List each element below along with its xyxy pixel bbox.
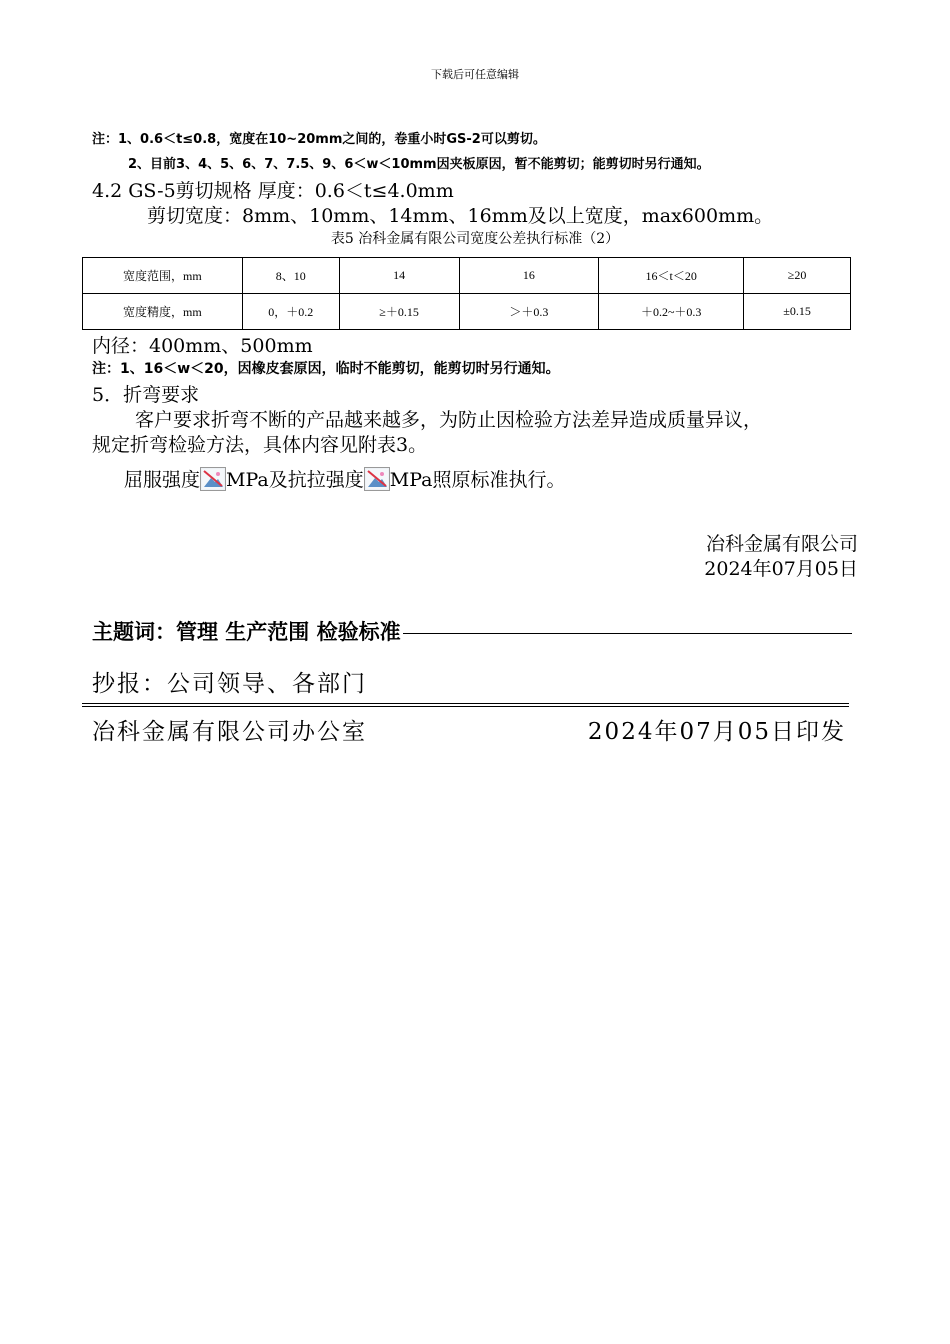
- table-cell: ≥20: [744, 258, 851, 294]
- broken-image-icon: [200, 467, 226, 491]
- table-cell: ≥＋0.15: [339, 294, 459, 330]
- cc-line: 抄报：公司领导、各部门: [92, 671, 367, 697]
- strength-text-c: MPa照原标准执行。: [389, 469, 566, 491]
- table-row: [83, 258, 851, 294]
- signature-company: 冶科金属有限公司: [705, 533, 858, 555]
- bend-paragraph-line2: 规定折弯检验方法，具体内容见附表3。: [92, 434, 428, 456]
- table-cell: 8、10: [242, 258, 339, 294]
- note-2: 2、目前3、4、5、6、7、7.5、9、6＜w＜10mm因夹板原因，暂不能剪切；能剪切时另行通知。: [128, 157, 710, 172]
- table-cell: 宽度范围，mm: [83, 258, 243, 294]
- table-cell: 0，＋0.2: [242, 294, 339, 330]
- section-5-title: 5．折弯要求: [92, 384, 200, 406]
- footer-issued-date: 2024年07月05日印发: [587, 719, 846, 745]
- table-cell: 宽度精度，mm: [83, 294, 243, 330]
- divider: [82, 703, 849, 704]
- table-cell: 14: [339, 258, 459, 294]
- table-cell: ±0.15: [744, 294, 851, 330]
- inner-diameter: 内径：400mm、500mm: [92, 335, 313, 357]
- note-3: 注：1、16＜w＜20，因橡皮套原因，临时不能剪切，能剪切时另行通知。: [92, 361, 560, 377]
- footer-office: 冶科金属有限公司办公室: [92, 719, 367, 745]
- keywords: 主题词：管理 生产范围 检验标准: [92, 616, 403, 646]
- broken-image-icon: [364, 467, 390, 491]
- page-header: 下载后可任意编辑: [431, 68, 519, 81]
- bend-paragraph-line1: 客户要求折弯不断的产品越来越多，为防止因检验方法差异造成质量异议，: [135, 409, 763, 431]
- table-cell: 16＜t＜20: [599, 258, 744, 294]
- note-1: 注：1、0.6＜t≤0.8，宽度在10~20mm之间的，卷重小时GS-2可以剪切。: [92, 132, 546, 147]
- strength-text-b: MPa及抗拉强度: [226, 469, 364, 491]
- strength-line: [124, 465, 565, 492]
- cut-width-line: 剪切宽度：8mm、10mm、14mm、16mm及以上宽度，max600mm。: [147, 205, 774, 227]
- width-tolerance-table: [82, 257, 851, 330]
- signature-date: 2024年07月05日: [704, 558, 858, 580]
- table-cell: ＞＋0.3: [459, 294, 599, 330]
- divider: [82, 706, 849, 707]
- section-4-2-heading: 4.2 GS-5剪切规格 厚度：0.6＜t≤4.0mm: [92, 180, 454, 202]
- table-cell: 16: [459, 258, 599, 294]
- strength-text-a: 屈服强度: [124, 469, 201, 491]
- table-cell: ＋0.2~＋0.3: [599, 294, 744, 330]
- table-row: [83, 294, 851, 330]
- table-caption: 表5 冶科金属有限公司宽度公差执行标准（2）: [330, 231, 620, 247]
